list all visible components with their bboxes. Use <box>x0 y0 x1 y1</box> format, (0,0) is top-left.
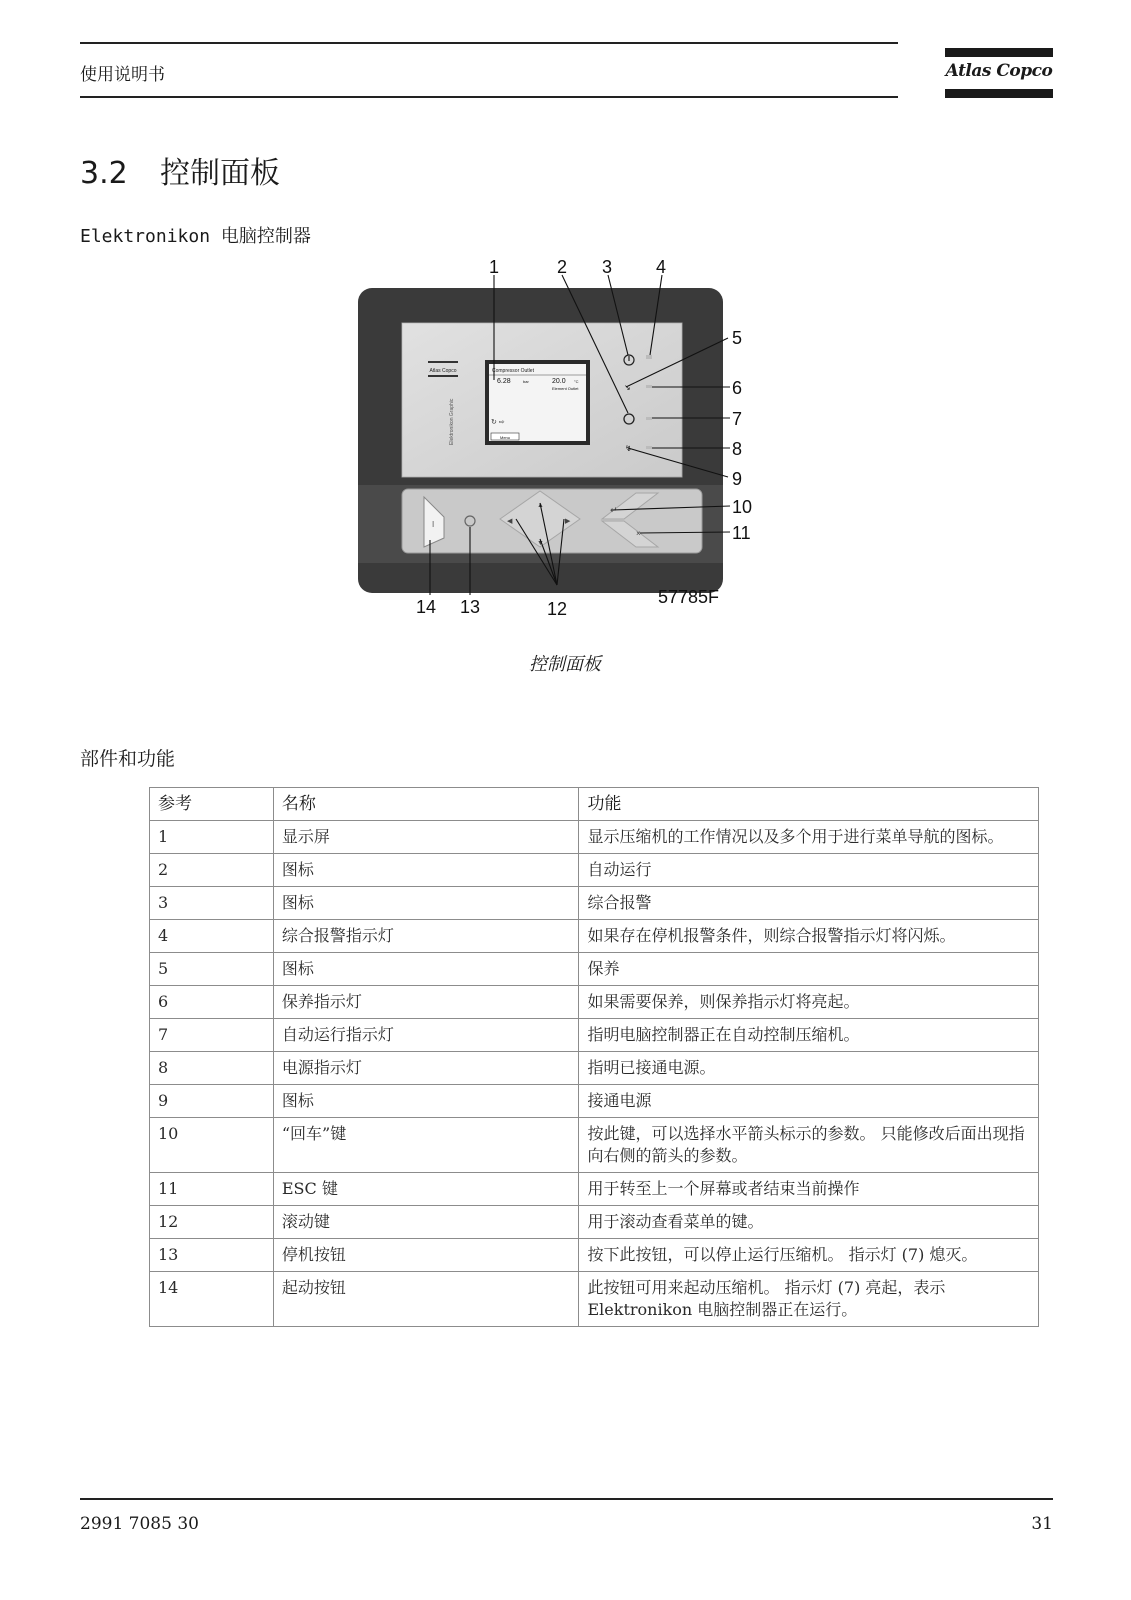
callout-1: 1 <box>489 257 500 277</box>
cell-name: 图标 <box>273 953 579 986</box>
figure-caption: 控制面板 <box>529 654 601 675</box>
screen-value-2: 20.0 <box>552 378 566 385</box>
cell-function: 指明已接通电源。 <box>579 1052 1039 1085</box>
callout-5: 5 <box>732 328 743 348</box>
control-panel-figure <box>340 255 770 635</box>
cell-ref: 10 <box>150 1118 274 1173</box>
callout-8: 8 <box>732 439 743 459</box>
table-row <box>150 1239 1039 1272</box>
brand-wordmark: Atlas Copco <box>945 61 1053 81</box>
cell-name: 图标 <box>273 1085 579 1118</box>
cell-function: 按下此按钮，可以停止运行压缩机。 指示灯 (7) 熄灭。 <box>579 1239 1039 1272</box>
cell-function: 如果需要保养，则保养指示灯将亮起。 <box>579 986 1039 1019</box>
cell-name: 电源指示灯 <box>273 1052 579 1085</box>
cell-function: 用于滚动查看菜单的键。 <box>579 1206 1039 1239</box>
table-row <box>150 887 1039 920</box>
enter-key[interactable]: ↵ <box>610 505 618 515</box>
cell-ref: 3 <box>150 887 274 920</box>
cell-name: 停机按钮 <box>273 1239 579 1272</box>
cell-ref: 11 <box>150 1173 274 1206</box>
cell-name: 显示屏 <box>273 821 579 854</box>
scroll-up-icon: ▲ <box>537 502 544 509</box>
cell-function: 如果存在停机报警条件，则综合报警指示灯将闪烁。 <box>579 920 1039 953</box>
screen-unit-1: bar <box>523 379 529 384</box>
cell-name: “回车”键 <box>273 1118 579 1173</box>
cell-ref: 12 <box>150 1206 274 1239</box>
cell-ref: 13 <box>150 1239 274 1272</box>
table-body <box>150 821 1039 1327</box>
scroll-left-icon: ◀ <box>507 518 513 525</box>
display-screen <box>485 360 590 445</box>
parts-table <box>149 787 1039 1327</box>
cell-name: 综合报警指示灯 <box>273 920 579 953</box>
screen-menu: Menu <box>499 435 511 440</box>
callout-12: 12 <box>547 599 568 619</box>
device-logo-text: Atlas Copco <box>429 368 457 374</box>
footer-rule <box>80 1498 1053 1500</box>
header-bottom-rule <box>80 96 898 98</box>
callout-14: 14 <box>416 597 437 617</box>
cell-ref: 6 <box>150 986 274 1019</box>
table-row <box>150 986 1039 1019</box>
cell-name: 自动运行指示灯 <box>273 1019 579 1052</box>
table-row <box>150 1019 1039 1052</box>
service-icon: ↘ <box>624 383 631 392</box>
cell-function: 按此键，可以选择水平箭头标示的参数。 只能修改后面出现指向右侧的箭头的参数。 <box>579 1118 1039 1173</box>
cell-ref: 9 <box>150 1085 274 1118</box>
callout-4: 4 <box>656 257 667 277</box>
callout-10: 10 <box>732 497 753 517</box>
scroll-right-icon: ▶ <box>565 518 571 525</box>
cell-name: 图标 <box>273 887 579 920</box>
callout-6: 6 <box>732 378 743 398</box>
screen-value-1: 6.28 <box>497 378 511 385</box>
table-row <box>150 1272 1039 1327</box>
column-header-name: 名称 <box>273 788 579 821</box>
column-header-function: 功能 <box>579 788 1039 821</box>
cell-function: 显示压缩机的工作情况以及多个用于进行菜单导航的图标。 <box>579 821 1039 854</box>
table-header-row <box>150 788 1039 821</box>
header-title: 使用说明书 <box>80 65 165 85</box>
atlas-copco-logo <box>945 48 1053 100</box>
table-row <box>150 1052 1039 1085</box>
cell-function: 此按钮可用来起动压缩机。 指示灯 (7) 亮起，表示 Elektronikon 电脑控制器正在运行。 <box>579 1272 1039 1327</box>
table-row <box>150 953 1039 986</box>
callout-2: 2 <box>557 257 568 277</box>
device-side-label: Elektronikon Graphic <box>449 398 455 445</box>
section-title-text: 控制面板 <box>160 156 280 191</box>
controller-heading: Elektronikon 电脑控制器 <box>80 226 311 247</box>
cell-function: 指明电脑控制器正在自动控制压缩机。 <box>579 1019 1039 1052</box>
table-row <box>150 854 1039 887</box>
table-row <box>150 1206 1039 1239</box>
screen-status-icons: ↻ ⇨ <box>491 419 505 426</box>
cell-ref: 1 <box>150 821 274 854</box>
power-led <box>646 446 652 449</box>
cell-ref: 14 <box>150 1272 274 1327</box>
cell-name: ESC 键 <box>273 1173 579 1206</box>
column-header-ref: 参考 <box>150 788 274 821</box>
callout-13: 13 <box>460 597 481 617</box>
parts-heading: 部件和功能 <box>80 748 176 770</box>
callout-9: 9 <box>732 469 743 489</box>
figure-id: 57785F <box>658 587 720 607</box>
cell-function: 接通电源 <box>579 1085 1039 1118</box>
header-top-rule <box>80 42 898 44</box>
page-number: 31 <box>1031 1514 1053 1534</box>
cell-ref: 2 <box>150 854 274 887</box>
callout-7: 7 <box>732 409 743 429</box>
cell-function: 自动运行 <box>579 854 1039 887</box>
document-number: 2991 7085 30 <box>80 1514 199 1534</box>
cell-name: 保养指示灯 <box>273 986 579 1019</box>
cell-name: 图标 <box>273 854 579 887</box>
general-alarm-led <box>646 355 652 359</box>
screen-sub: Element Outlet <box>552 386 579 391</box>
callout-11: 11 <box>732 523 751 543</box>
cell-ref: 8 <box>150 1052 274 1085</box>
esc-key[interactable]: × <box>636 529 641 538</box>
start-button-symbol: I <box>432 520 435 529</box>
cell-ref: 4 <box>150 920 274 953</box>
screen-title: Compressor Outlet <box>492 368 534 374</box>
table-row <box>150 920 1039 953</box>
table-row <box>150 1085 1039 1118</box>
service-led <box>646 385 652 388</box>
cell-name: 起动按钮 <box>273 1272 579 1327</box>
callout-3: 3 <box>602 257 613 277</box>
screen-unit-2: °C <box>574 379 579 384</box>
power-icon: ↯ <box>625 444 632 453</box>
table-row <box>150 1118 1039 1173</box>
section-title <box>80 148 280 192</box>
cell-name: 滚动键 <box>273 1206 579 1239</box>
cell-function: 保养 <box>579 953 1039 986</box>
cell-ref: 5 <box>150 953 274 986</box>
auto-run-led <box>646 417 652 420</box>
section-number: 3.2 <box>80 156 128 191</box>
table-row <box>150 821 1039 854</box>
table-row <box>150 1173 1039 1206</box>
cell-function: 用于转至上一个屏幕或者结束当前操作 <box>579 1173 1039 1206</box>
cell-ref: 7 <box>150 1019 274 1052</box>
cell-function: 综合报警 <box>579 887 1039 920</box>
scroll-down-icon: ▼ <box>537 540 544 547</box>
